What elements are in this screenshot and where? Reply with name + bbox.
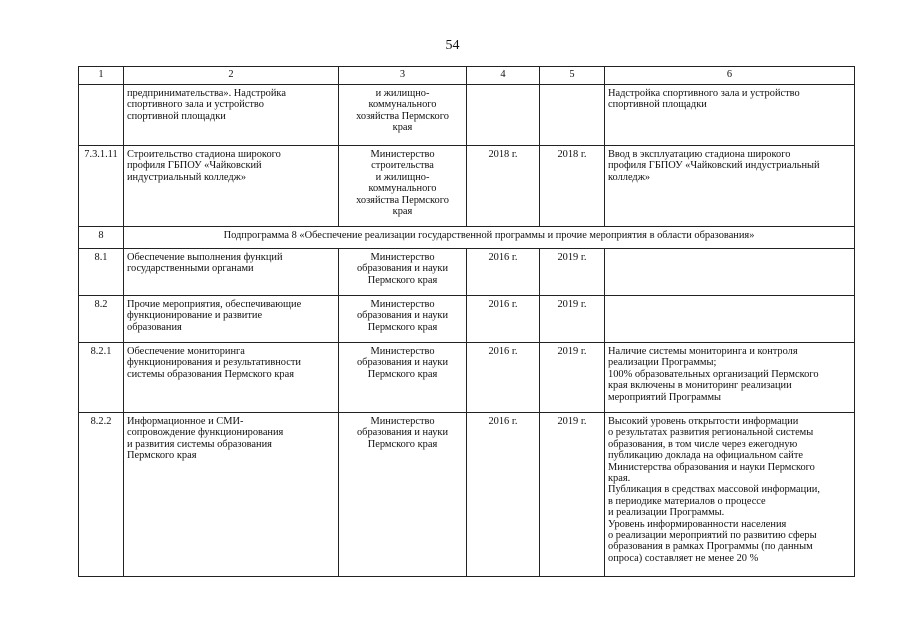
measure-name: Прочие мероприятия, обеспечивающие функционирование и развитие образования <box>124 296 339 343</box>
page-number: 54 <box>445 38 460 53</box>
column-header: 1 <box>79 67 124 85</box>
end-year: 2019 г. <box>540 413 605 577</box>
end-year <box>540 85 605 146</box>
expected-result: Наличие системы мониторинга и контроля реализации Программы; 100% образовательных организаций Пермского края включены в мониторинг реализации мероприятий Программы <box>605 343 855 413</box>
start-year: 2016 г. <box>467 249 540 296</box>
measure-name: Обеспечение выполнения функций государственными органами <box>124 249 339 296</box>
responsible-org: и жилищно- коммунального хозяйства Пермского края <box>339 85 467 146</box>
end-year: 2019 г. <box>540 249 605 296</box>
start-year: 2016 г. <box>467 296 540 343</box>
row-number: 8.1 <box>79 249 124 296</box>
measure-name: Строительство стадиона широкого профиля ГБПОУ «Чайковский индустриальный колледж» <box>124 146 339 227</box>
table-row <box>79 249 855 296</box>
table-row <box>79 85 855 146</box>
row-number: 7.3.1.11 <box>79 146 124 227</box>
row-number: 8.2.2 <box>79 413 124 577</box>
start-year: 2018 г. <box>467 146 540 227</box>
table-row <box>79 296 855 343</box>
column-header: 2 <box>124 67 339 85</box>
responsible-org: Министерство образования и науки Пермского края <box>339 296 467 343</box>
expected-result: Ввод в эксплуатацию стадиона широкого профиля ГБПОУ «Чайковский индустриальный колледж» <box>605 146 855 227</box>
column-header: 3 <box>339 67 467 85</box>
column-header: 5 <box>540 67 605 85</box>
program-table <box>78 66 855 577</box>
responsible-org: Министерство образования и науки Пермского края <box>339 343 467 413</box>
measure-name: предпринимательства». Надстройка спортивного зала и устройство спортивной площадки <box>124 85 339 146</box>
expected-result: Высокий уровень открытости информации о результатах развития региональной системы образования, в том числе через ежегодную публикацию доклада на официальном сайте Министерства образования и науки Пермского края. Публикация в средствах массовой информации, в периодике материалов о процессе и реализации Программы. Уровень информированности населения о реализации мероприятий по развитию сферы образования в рамках Программы (по данным опроса) составляет не менее 20 % <box>605 413 855 577</box>
column-header: 4 <box>467 67 540 85</box>
end-year: 2018 г. <box>540 146 605 227</box>
row-number: 8.2.1 <box>79 343 124 413</box>
end-year: 2019 г. <box>540 343 605 413</box>
row-number: 8.2 <box>79 296 124 343</box>
responsible-org: Министерство образования и науки Пермского края <box>339 249 467 296</box>
table-row <box>79 343 855 413</box>
row-number: 8 <box>79 227 124 249</box>
start-year: 2016 г. <box>467 343 540 413</box>
expected-result <box>605 249 855 296</box>
column-header-row <box>79 67 855 85</box>
end-year: 2019 г. <box>540 296 605 343</box>
responsible-org: Министерство строительства и жилищно- коммунального хозяйства Пермского края <box>339 146 467 227</box>
measure-name: Обеспечение мониторинга функционирования и результативности системы образования Пермского края <box>124 343 339 413</box>
column-header: 6 <box>605 67 855 85</box>
table-row <box>79 413 855 577</box>
subprogram-title: Подпрограмма 8 «Обеспечение реализации государственной программы и прочие мероприятия в области образования» <box>124 227 855 249</box>
subprogram-row <box>79 227 855 249</box>
row-number <box>79 85 124 146</box>
table-row <box>79 146 855 227</box>
start-year <box>467 85 540 146</box>
expected-result: Надстройка спортивного зала и устройство спортивной площадки <box>605 85 855 146</box>
measure-name: Информационное и СМИ- сопровождение функционирования и развития системы образования Пермского края <box>124 413 339 577</box>
responsible-org: Министерство образования и науки Пермского края <box>339 413 467 577</box>
expected-result <box>605 296 855 343</box>
start-year: 2016 г. <box>467 413 540 577</box>
